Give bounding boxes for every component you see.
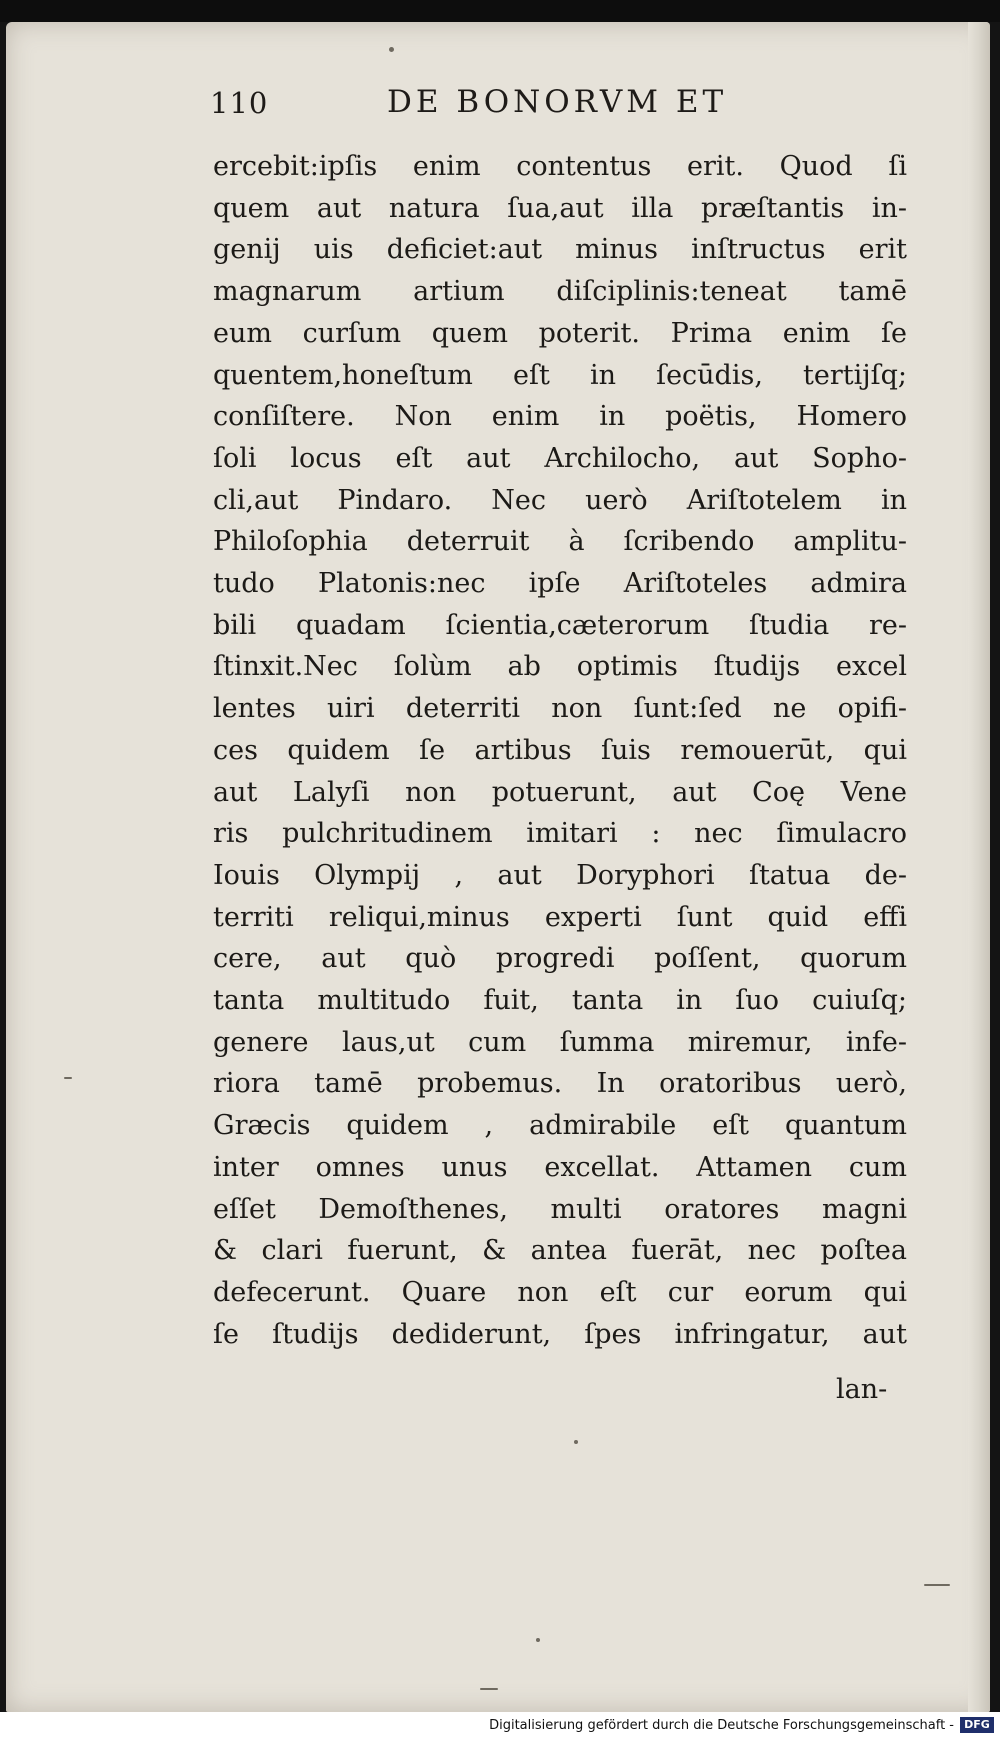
- text-line: ſoli locus eſt aut Archilocho, aut Sopho-: [213, 442, 907, 474]
- dfg-logo-icon: DFG: [960, 1717, 994, 1733]
- text-line: ces quidem ſe artibus ſuis remouerūt, qui: [213, 734, 907, 766]
- page-number: 110: [210, 86, 269, 120]
- text-line: cli,aut Pindaro. Nec uerò Ariſtotelem in: [213, 484, 907, 516]
- text-line: magnarum artium diſciplinis:teneat tamē: [213, 276, 907, 308]
- funding-credit: Digitalisierung gefördert durch die Deutsche Forschungsgemeinschaft -: [489, 1718, 954, 1733]
- text-line: cere, aut quò progredi poſſent, quorum: [213, 943, 907, 975]
- text-line: Græcis quidem , admirabile eſt quantum: [213, 1110, 907, 1142]
- text-line: tudo Platonis:nec ipſe Ariſtoteles admira: [213, 568, 907, 600]
- text-line: eſſet Demoſthenes, multi oratores magni: [213, 1193, 907, 1225]
- text-line: ſe ſtudijs dediderunt, ſpes infringatur, aut: [213, 1318, 907, 1350]
- text-line: aut Lalyſi non potuerunt, aut Coę Vene: [213, 776, 907, 808]
- text-line: lentes uiri deterriti non ſunt:ſed ne opifi-: [213, 693, 907, 725]
- ink-speck: [64, 1077, 72, 1079]
- text-line: & clari fuerunt, & antea fuerāt, nec poſtea: [213, 1235, 907, 1267]
- text-line: conſiſtere. Non enim in poëtis, Homero: [213, 401, 907, 433]
- digitization-footer: [0, 1712, 1000, 1740]
- text-line: defecerunt. Quare non eſt cur eorum qui: [213, 1276, 907, 1308]
- text-line: Philoſophia deterruit à ſcribendo amplitu-: [213, 526, 907, 558]
- text-line: genij uis deficiet:aut minus inſtructus erit: [213, 234, 907, 266]
- page-header: [210, 80, 770, 130]
- running-head: DE BONORVM ET: [387, 84, 728, 120]
- text-line: bili quadam ſcientia,cæterorum ſtudia re-: [213, 609, 907, 641]
- text-line: territi reliqui,minus experti ſunt quid effi: [213, 901, 907, 933]
- text-line: quem aut natura ſua,aut illa præſtantis in-: [213, 192, 907, 224]
- text-line: eum curſum quem poterit. Prima enim ſe: [213, 317, 907, 349]
- text-line: Iouis Olympij , aut Doryphori ſtatua de-: [213, 859, 907, 891]
- text-line: ris pulchritudinem imitari : nec ſimulacro: [213, 818, 907, 850]
- text-line: tanta multitudo fuit, tanta in ſuo cuiuſq;: [213, 985, 907, 1017]
- ink-speck: [536, 1638, 540, 1642]
- text-line: riora tamē probemus. In oratoribus uerò,: [213, 1068, 907, 1100]
- book-page: [6, 22, 990, 1712]
- ink-speck: [480, 1688, 498, 1690]
- ink-speck: [574, 1440, 578, 1444]
- text-line: ercebit:ipſis enim contentus erit. Quod ſi: [213, 151, 907, 182]
- page-edge-shadow: [968, 22, 990, 1712]
- catchword: lan-: [836, 1374, 888, 1405]
- text-line: quentem,honeſtum eſt in ſecūdis, tertijſq;: [213, 359, 907, 391]
- text-line: genere laus,ut cum ſumma miremur, infe-: [213, 1026, 907, 1058]
- text-line: ſtinxit.Nec ſolùm ab optimis ſtudijs excel: [213, 651, 907, 683]
- body-text: [213, 146, 907, 1355]
- text-line: inter omnes unus excellat. Attamen cum: [213, 1151, 907, 1183]
- ink-speck: [389, 47, 394, 52]
- scan-top-border: [0, 0, 1000, 22]
- ink-speck: [924, 1584, 950, 1586]
